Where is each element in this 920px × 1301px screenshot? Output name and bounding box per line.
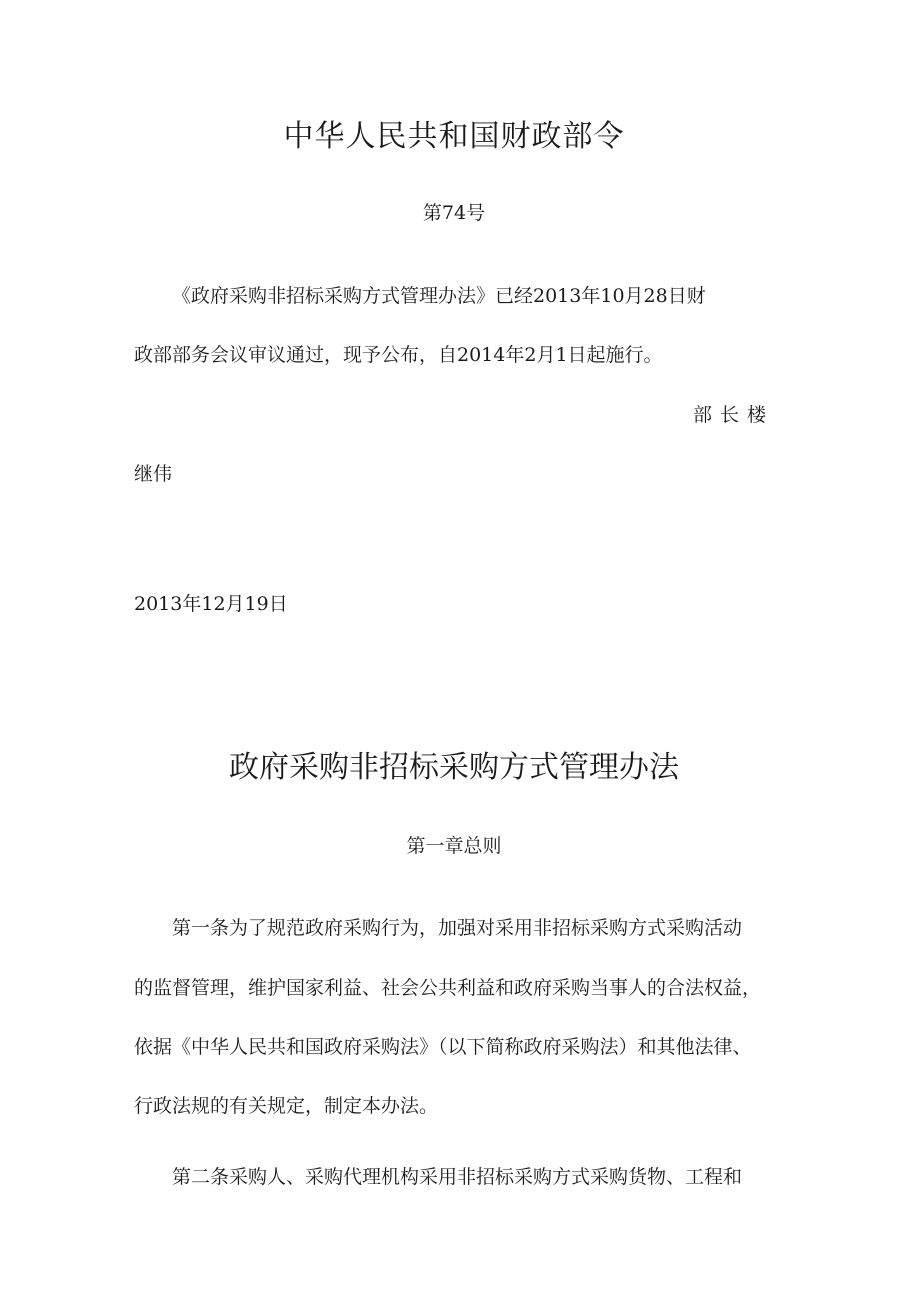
decree-title: 中华人民共和国财政部令	[283, 119, 625, 154]
article-1-line-3: 依据《中华人民共和国政府采购法》（以下简称政府采购法）和其他法律、	[134, 1036, 752, 1058]
decree-number: 第74号	[422, 202, 486, 224]
promulgation-paragraph-line-2: 政部部务会议审议通过，现予公布，自2014年2月1日起施行。	[134, 344, 663, 366]
article-1-line-2: 的监督管理，维护国家利益、社会公共利益和政府采购当事人的合法权益，	[134, 977, 762, 999]
chapter-title: 第一章总则	[406, 835, 502, 857]
minister-title: 部长楼	[692, 404, 774, 426]
article-1-line-1: 第一条为了规范政府采购行为，加强对采用非招标采购方式采购活动	[172, 917, 743, 939]
measure-title: 政府采购非招标采购方式管理办法	[229, 750, 679, 785]
article-1-line-4: 行政法规的有关规定，制定本办法。	[134, 1095, 439, 1117]
promulgation-paragraph-line-1: 《政府采购非招标采购方式管理办法》已经2013年10月28日财	[172, 285, 706, 307]
issue-date: 2013年12月19日	[134, 593, 288, 615]
minister-name: 继伟	[134, 463, 173, 485]
article-2-line-1: 第二条采购人、采购代理机构采用非招标采购方式采购货物、工程和	[172, 1166, 743, 1188]
